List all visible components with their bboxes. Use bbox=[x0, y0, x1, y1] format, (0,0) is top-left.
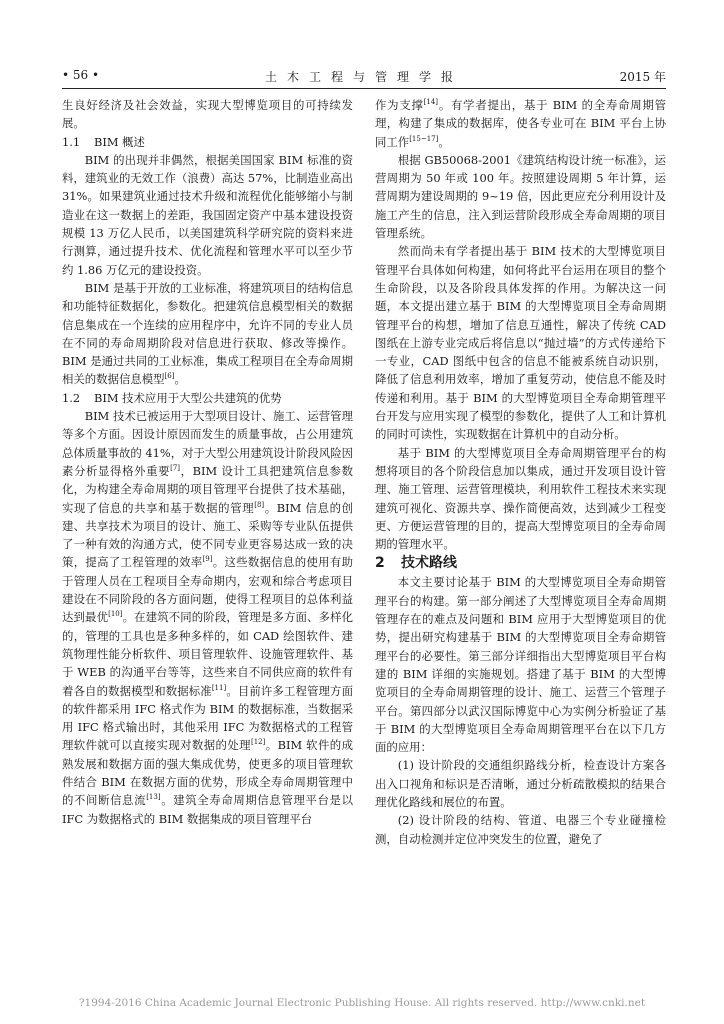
punctuation: 。 bbox=[438, 134, 450, 149]
section-title: BIM 技术应用于大型公共建筑的优势 bbox=[94, 390, 282, 405]
right-column bbox=[375, 96, 666, 980]
paragraph-text: 。这些数据信息的使用有助于管理人员在工程项目全寿命期内，宏观和综合考虑项目建设在不同阶段的各方面问题，使得工程项目的总体利益达到最优 bbox=[62, 555, 353, 625]
list-item: (2) 设计阶段的结构、管道、电器三个专业碰撞检测，自动检测并定位冲突发生的位置，避免了 bbox=[375, 813, 666, 846]
section-number: 1.1 bbox=[62, 134, 81, 149]
paragraph: 然而尚未有学者提出基于 BIM 技术的大型博览项目管理平台具体如何构建，如何将此平台运用在项目的整个生命阶段，以及各阶段具体发挥的作用。为解决这一问题，本文提出建立基于 BIM 的大型博览项目全寿命周期管理平台的构想，增加了信息互通性，解决了传统 CAD 图纸在上游专业完成后将信息以“抛过墙”的方式传递给下一专业，CAD 图纸中包含的信息不能被系统自动识别，降低了信息利用效率，增加了重复劳动，使信息不能及时传递和利用。基于 BIM 的大型博览项目全寿命期管理平台开发与应用实现了模型的参数化，提供了人工和计算机的同时可读性，实现数据在计算机中的自动分析。 bbox=[375, 244, 666, 442]
citation-15-17[interactable]: [15~17] bbox=[409, 134, 439, 143]
list-item: (1) 设计阶段的交通组织路线分析，检查设计方案各出入口视角和标识是否清晰，通过分析疏散模拟的结果合理优化路线和展位的布置。 bbox=[375, 758, 666, 809]
section-number: 1.2 bbox=[62, 390, 81, 405]
citation-10[interactable]: [10] bbox=[108, 610, 123, 619]
citation-14[interactable]: [14] bbox=[423, 98, 439, 107]
citation-6[interactable]: [6] bbox=[164, 372, 175, 381]
paragraph-text: 作为支撑 bbox=[375, 98, 424, 112]
section-heading-1-1 bbox=[62, 133, 353, 151]
section-title: BIM 概述 bbox=[94, 134, 145, 149]
publication-year: 2015 年 bbox=[619, 70, 666, 84]
paragraph-text: BIM 是基于开放的工业标准，将建筑项目的结构信息和功能特征数据化，参数化。把建筑信息模型相关的数据信息集成在一个连续的应用程序中，允许不同的专业人员在不同的寿命周期阶段对信息进行获取、修改等操作。BIM 是通过共同的工业标准，集成工程项目在全寿命周期相关的数据信息模型 bbox=[62, 280, 353, 387]
paragraph: 本文主要讨论基于 BIM 的大型博览项目全寿命期管理平台的构建。第一部分阐述了大型博览项目全寿命周期管理存在的难点及问题和 BIM 应用于大型博览项目的优势，提出研究构建基于 BIM 的大型博览项目全寿命期管理平台的必要性。第三部分详细指出大型博览项目平台构建的 BIM 详细的实施规划。搭建了基于 BIM 的大型博览项目的全寿命周期管理的设计、施工、运营三个管理子平台。第四部分以武汉国际博览中心为实例分析验证了基于 BIM 的大型博览项目全寿命周期管理平台在以下几方面的应用： bbox=[375, 575, 666, 755]
running-header bbox=[62, 66, 666, 86]
copyright-footer: ?1994-2016 China Academic Journal Electronic Publishing House. All rights reserved. http://www.cnki.net bbox=[78, 997, 646, 1009]
section-title: 技术路线 bbox=[401, 555, 457, 572]
paragraph bbox=[62, 279, 353, 389]
header-rule bbox=[62, 88, 666, 89]
paragraph-text: BIM 技术已被运用于大型项目设计、施工、运营管理等多个方面。因设计原因而发生的质量事故，占公用建筑总体质量事故的 41%，对于大型公用建筑设计阶段风险因素分析显得格外重要 bbox=[62, 409, 353, 478]
paragraph bbox=[375, 96, 666, 151]
paragraph: 基于 BIM 的大型博览项目全寿命周期管理平台的构想将项目的各个阶段信息加以集成，通过开发项目设计管理、施工管理、运营管理模块，利用软件工程技术来实现建筑可视化、资源共享、操作简便高效，达到减少工程变更、方便运营管理的目的，提高大型博览项目的全寿命周期的管理水平。 bbox=[375, 445, 666, 552]
citation-9[interactable]: [9] bbox=[202, 555, 213, 564]
paragraph: 根据 GB50068-2001《建筑结构设计统一标准》，运营周期为 50 年或 100 年。按照建设周期 5 年计算，运营周期为建设周期的 9~19 倍，因此更应充分利用设计及施工产生的信息，注入到运营阶段形成全寿命周期的项目管理系统。 bbox=[375, 152, 666, 241]
paragraph-text: ，BIM 设计工具把建筑信息参数化，为构建全寿命周期的项目管理平台提供了技术基础，实现了信息的共享和基于数据的管理 bbox=[62, 463, 353, 515]
paragraph-text: 。在建筑不同的阶段，管理是多方面、多样化的，管理的工具也是多种多样的，如 CAD 绘图软件、建筑物理性能分析软件、项目管理软件、设施管理软件、基于 WEB 的沟通平台等等，这些来自不同供应商的软件有着各自的数据模型和数据标准 bbox=[62, 610, 353, 698]
punctuation: 。 bbox=[174, 372, 186, 387]
citation-8[interactable]: [8] bbox=[254, 500, 265, 509]
citation-11[interactable]: [11] bbox=[211, 683, 227, 692]
paragraph-text: 。目前许多工程管理方面的软件都采用 IFC 格式作为 BIM 的数据标准，当数据采用 IFC 格式输出时，其他采用 IFC 为数据格式的工程管理软件就可以直接实现对数据的处理 bbox=[62, 683, 353, 753]
section-heading-1-2 bbox=[62, 389, 353, 407]
citation-7[interactable]: [7] bbox=[170, 464, 181, 473]
paragraph-text: 。建筑全寿命周期信息管理平台是以 IFC 为数据格式的 BIM 数据集成的项目管理平台 bbox=[62, 793, 353, 826]
paragraph bbox=[62, 407, 353, 828]
paragraph: 生良好经济及社会效益，实现大型博览项目的可持续发展。 bbox=[62, 98, 353, 131]
section-number: 2 bbox=[375, 555, 385, 572]
paragraph-text: 。有学者提出，基于 BIM 的全寿命周期管理，构建了集成的数据库，使各专业可在 BIM 平台上协同工作 bbox=[375, 98, 666, 149]
citation-12[interactable]: [12] bbox=[250, 738, 266, 747]
paragraph-text: 。BIM 信息的创建、共享技术为项目的设计、施工、采购等专业队伍提供了一种有效的沟通方式，使不同专业更容易达成一致的决策，提高了工程管理的效率 bbox=[62, 500, 353, 570]
paragraph-text: 。BIM 软件的成熟发展和数据方面的强大集成优势，使更多的项目管理软件结合 BIM 在数据方面的优势，形成全寿命周期管理中的不间断信息流 bbox=[62, 738, 353, 808]
citation-13[interactable]: [13] bbox=[146, 793, 161, 802]
left-column bbox=[62, 96, 353, 980]
paragraph: BIM 的出现并非偶然，根据美国国家 BIM 标准的资料，建筑业的无效工作（浪费）高达 57%，比制造业高出 31%。如果建筑业通过技术升级和流程优化能够缩小与制造业在这一数据上的差距，我国固定资产中基本建设投资规模 13 万亿人民币，以美国建筑科学研究院的资料来进行测算，通过提升技术、优化流程和管理水平可以至少节约 1.86 万亿元的建设投资。 bbox=[62, 152, 353, 277]
page-number: • 56 • bbox=[62, 68, 100, 82]
journal-title: 土木工程与管理学报 bbox=[264, 70, 463, 84]
section-heading-2 bbox=[375, 553, 666, 573]
